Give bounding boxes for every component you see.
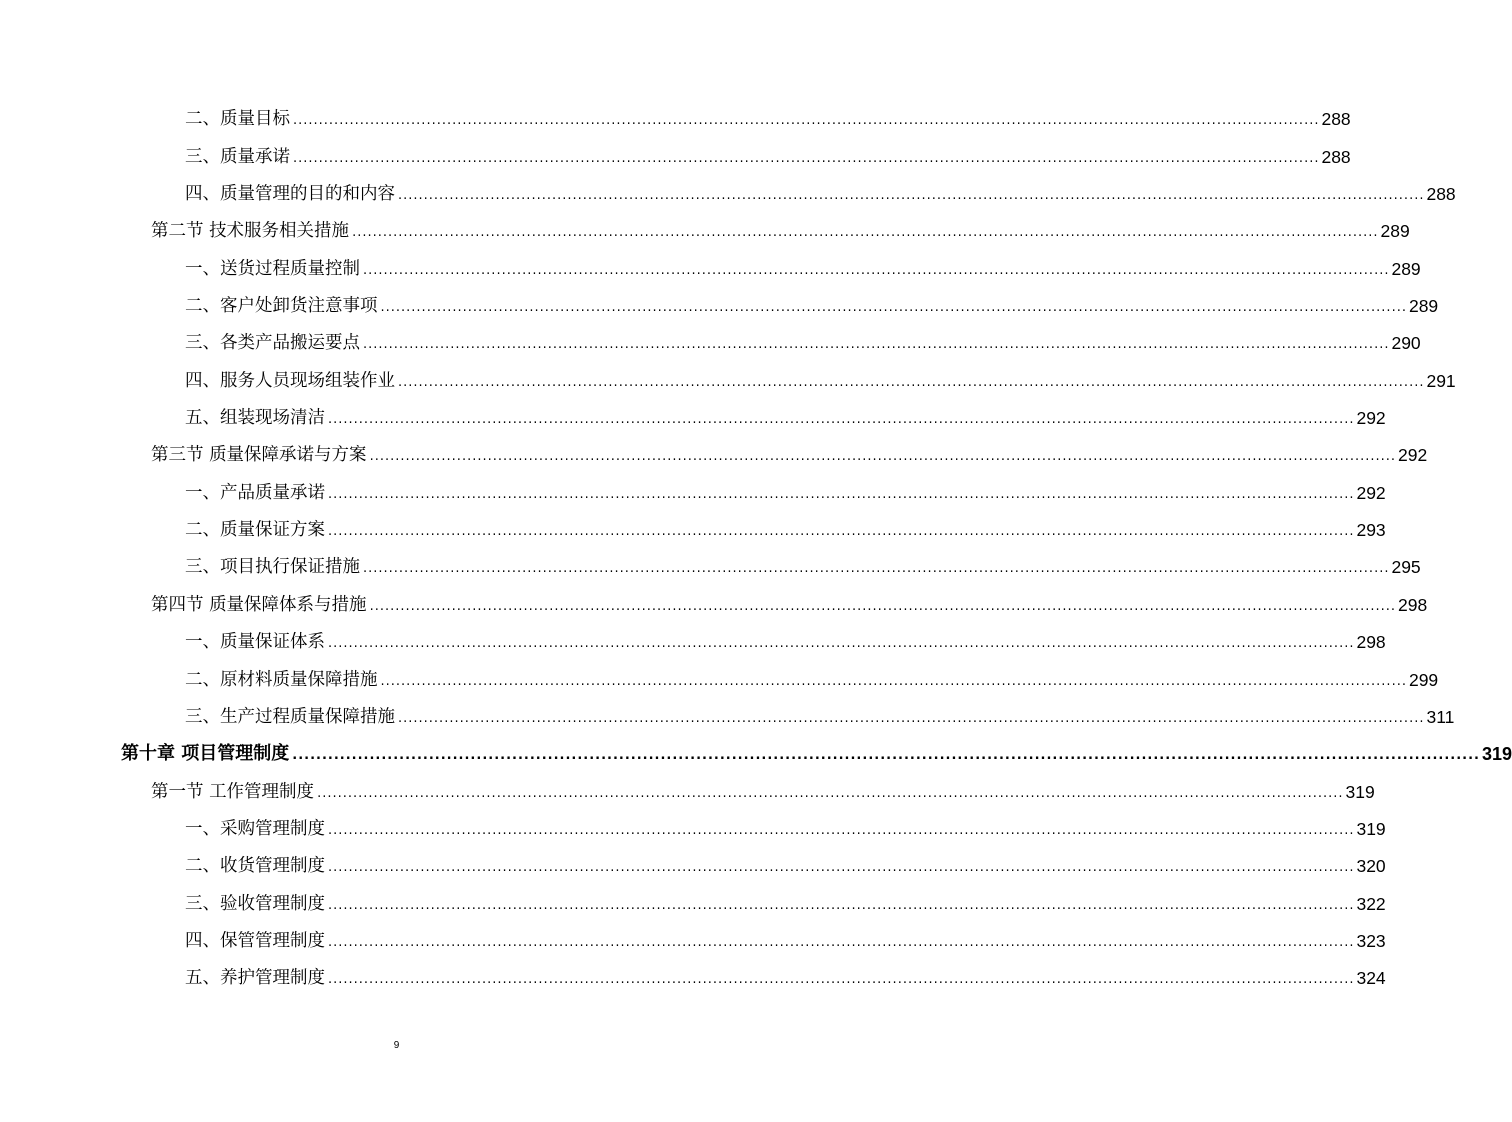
toc-entry-page: 319 [1481,744,1512,765]
toc-entry[interactable] [0,137,1351,174]
toc-entry[interactable] [0,511,1386,548]
toc-entry[interactable] [0,548,1421,585]
dot-leader: ........................................................................................................................................................................................................ [398,188,1425,204]
toc-entry-title: 四、保管管理制度 [185,930,325,951]
toc-entry[interactable] [0,100,1351,137]
toc-entry-title: 三、验收管理制度 [185,893,325,914]
dot-leader: ........................................................................................................................................................................................................ [398,374,1425,390]
toc-entry-title: 二、收货管理制度 [185,856,325,877]
dot-leader: ........................................................................................................................................................................................................ [363,262,1390,278]
toc-entry-title: 一、质量保证体系 [185,632,325,653]
toc-entry-page: 298 [1398,594,1428,615]
dot-leader: ........................................................................................................................................................................................................ [293,150,1320,166]
toc-entry[interactable] [0,585,1428,622]
page-number: 9 [393,1040,400,1051]
toc-entry[interactable] [0,735,1512,772]
dot-leader: ........................................................................................................................................................................................................ [328,934,1355,950]
toc-entry-page: 320 [1356,856,1386,877]
toc-entry[interactable] [0,660,1439,697]
toc-entry-page: 292 [1356,482,1386,503]
dot-leader: ........................................................................................................................................................................................................ [328,972,1355,988]
toc-entry-page: 289 [1380,221,1410,242]
dot-leader: ........................................................................................................................................................................................................ [328,822,1355,838]
toc-entry-title: 二、质量保证方案 [185,520,325,541]
toc-entry-page: 291 [1426,370,1456,391]
toc-entry-title: 五、组装现场清洁 [185,408,325,429]
toc-entry-page: 295 [1391,557,1421,578]
dot-leader: ........................................................................................................................................................................................................ [380,300,1407,316]
toc-entry-title: 第一节 工作管理制度 [151,781,315,802]
toc-entry-page: 292 [1356,408,1386,429]
toc-entry-page: 289 [1391,258,1421,279]
toc-entry-page: 292 [1398,445,1428,466]
toc-entry[interactable] [0,698,1455,735]
dot-leader: ........................................................................................................................................................................................................ [369,598,1397,614]
toc-entry-title: 三、各类产品搬运要点 [185,333,360,354]
toc-entry[interactable] [0,473,1386,510]
table-of-contents [0,100,1512,996]
toc-entry-title: 三、项目执行保证措施 [185,557,360,578]
toc-entry[interactable] [0,436,1428,473]
dot-leader: ........................................................................................................................................................................................................ [352,225,1379,241]
toc-entry[interactable] [0,810,1386,847]
toc-entry-title: 三、质量承诺 [185,146,290,167]
toc-entry[interactable] [0,772,1375,809]
toc-entry-title: 四、质量管理的目的和内容 [185,184,395,205]
toc-entry[interactable] [0,175,1456,212]
toc-entry-page: 288 [1426,184,1456,205]
dot-leader: ........................................................................................................................................................................................................ [328,636,1355,652]
toc-entry[interactable] [0,884,1386,921]
toc-entry-title: 一、采购管理制度 [185,818,325,839]
toc-entry-title: 第四节 质量保障体系与措施 [151,594,367,615]
toc-entry[interactable] [0,287,1439,324]
dot-leader: ........................................................................................................................................................................................................ [328,524,1355,540]
toc-entry-title: 二、客户处卸货注意事项 [185,296,378,317]
toc-entry-title: 三、生产过程质量保障措施 [185,706,395,727]
toc-entry[interactable] [0,922,1386,959]
dot-leader: ........................................................................................................................................................................................................ [363,561,1390,577]
dot-leader: ........................................................................................................................................................................................................ [380,673,1407,689]
toc-entry-page: 288 [1321,146,1351,167]
toc-entry[interactable] [0,324,1421,361]
dot-leader: ........................................................................................................................................................................................................ [328,897,1355,913]
toc-entry-title: 二、质量目标 [185,109,290,130]
toc-entry[interactable] [0,959,1386,996]
dot-leader: ........................................................................................................................................................................................................ [328,860,1355,876]
toc-entry-title: 五、养护管理制度 [185,968,325,989]
toc-entry-page: 288 [1321,109,1351,130]
toc-entry[interactable] [0,361,1456,398]
toc-entry-page: 299 [1408,669,1439,690]
toc-entry-title: 第二节 技术服务相关措施 [151,221,350,242]
toc-entry-page: 319 [1345,781,1375,802]
toc-entry-title: 第三节 质量保障承诺与方案 [151,445,367,466]
toc-entry-page: 298 [1356,632,1386,653]
toc-entry-page: 290 [1391,333,1421,354]
toc-entry-page: 289 [1408,296,1439,317]
toc-entry[interactable] [0,249,1421,286]
toc-entry[interactable] [0,623,1386,660]
dot-leader: ........................................................................................................................................................................................................ [369,449,1397,465]
toc-entry[interactable] [0,399,1386,436]
dot-leader: ........................................................................................................................................................................................................ [293,113,1320,129]
toc-entry-title: 二、原材料质量保障措施 [185,669,378,690]
toc-entry-page: 323 [1356,930,1386,951]
toc-entry-title: 一、送货过程质量控制 [185,258,360,279]
toc-entry[interactable] [0,212,1410,249]
toc-entry-page: 322 [1356,893,1386,914]
dot-leader: ........................................................................................................................................................................................................ [328,412,1355,428]
toc-entry-page: 311 [1426,706,1455,727]
dot-leader: ........................................................................................................................................................................................................ [398,710,1425,726]
dot-leader: ........................................................................................................................................................................................................ [292,748,1480,764]
toc-entry[interactable] [0,847,1386,884]
dot-leader: ........................................................................................................................................................................................................ [328,486,1355,502]
toc-entry-page: 319 [1356,818,1386,839]
dot-leader: ........................................................................................................................................................................................................ [317,785,1344,801]
toc-entry-title: 第十章 项目管理制度 [121,743,290,765]
toc-entry-page: 324 [1356,968,1386,989]
toc-entry-title: 一、产品质量承诺 [185,482,325,503]
toc-entry-page: 293 [1356,520,1386,541]
dot-leader: ........................................................................................................................................................................................................ [363,337,1390,353]
toc-entry-title: 四、服务人员现场组装作业 [185,370,395,391]
